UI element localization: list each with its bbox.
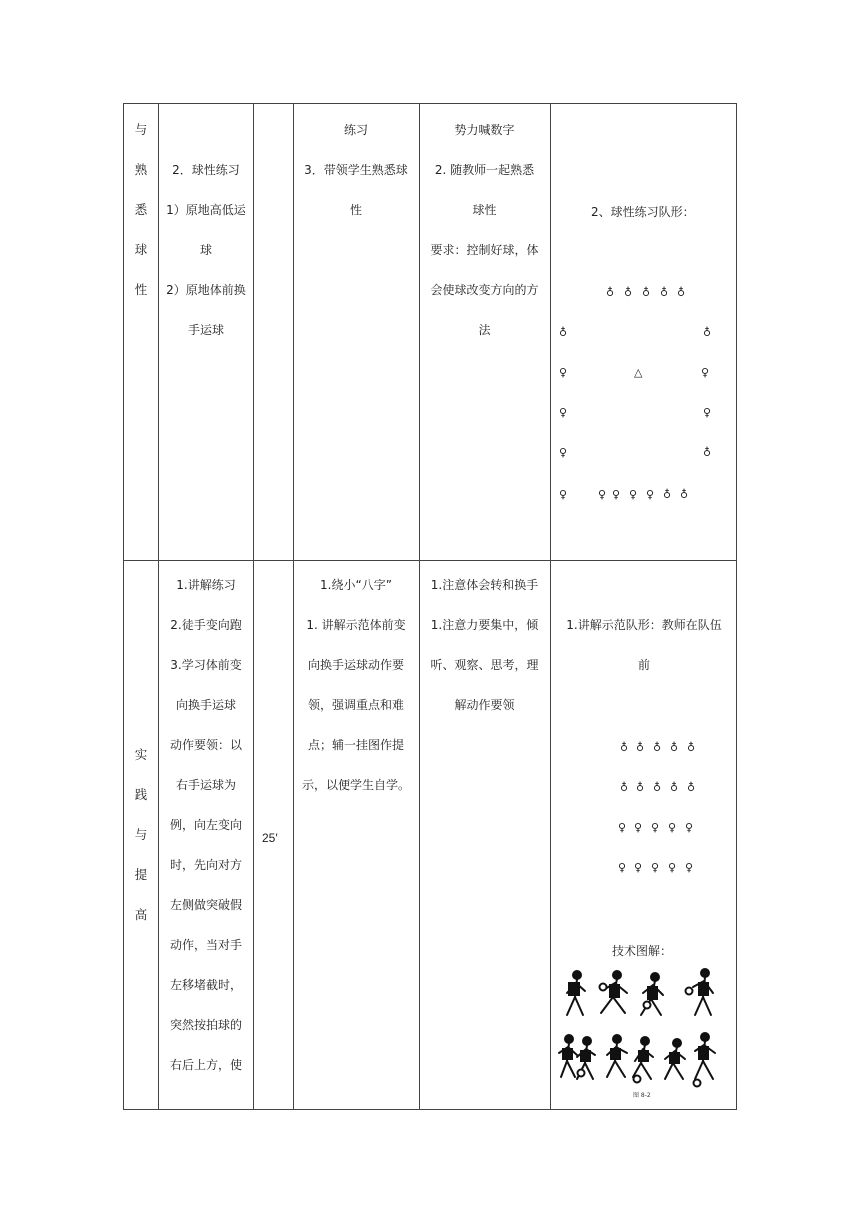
female-student-marker: ♀ [618,821,627,834]
male-student-marker: ♁ [687,781,696,794]
male-student-marker: ♁ [687,741,696,754]
player-figure [577,1037,595,1079]
female-student-marker: ♀ [668,821,677,834]
player-figure [694,1033,716,1087]
female-student-marker: ♀ [559,366,568,379]
row-divider [124,560,736,561]
phase-label-practice: 实 践 与 提 高 [134,747,148,922]
duration-label: 25′ [262,831,278,845]
student-activity-cell: 1.注意体会转和换手 1.注意力要集中，倾 听、观察、思考，理 解动作要领 [430,578,539,712]
male-student-marker: ♁ [636,781,645,794]
female-student-marker: ♀ [618,861,627,874]
female-student-marker: ♀ [685,821,694,834]
technique-diagram-title: 技术图解： [612,944,673,958]
male-student-marker: ♁ [653,781,662,794]
column-divider [253,104,254,1109]
player-figure [567,971,585,1015]
content-cell-ball-practice: 2．球性练习 1）原地高低运 球 2）原地体前换 手运球 [166,163,246,337]
teacher-marker: △ [634,366,643,379]
male-student-marker: ♁ [703,326,712,339]
female-student-marker: ♀ [651,861,660,874]
male-student-marker: ♁ [703,446,712,459]
player-figure [686,969,714,1015]
female-student-marker: ♀ [612,488,621,501]
female-student-marker: ♀ [634,821,643,834]
female-student-marker: ♀ [598,488,607,501]
technique-illustration [555,965,725,1100]
male-student-marker: ♁ [677,286,686,299]
male-student-marker: ♁ [642,286,651,299]
female-student-marker: ♀ [629,488,638,501]
male-student-marker: ♁ [670,781,679,794]
female-student-marker: ♀ [668,861,677,874]
female-student-marker: ♀ [685,861,694,874]
player-figure [559,1035,577,1077]
player-figure [633,1037,653,1083]
male-student-marker: ♁ [606,286,615,299]
male-student-marker: ♁ [624,286,633,299]
student-activity-cell: 势力喊数字 2. 随教师一起熟悉 球性 要求：控制好球，体 会使球改变方向的方 法 [430,123,539,337]
female-student-marker: ♀ [651,821,660,834]
male-student-marker: ♁ [660,286,669,299]
player-figure [641,973,663,1015]
female-student-marker: ♀ [646,488,655,501]
column-divider [158,104,159,1109]
male-student-marker: ♁ [680,488,689,501]
content-cell-dribble-technique: 1.讲解练习 2.徒手变向跑 3.学习体前变 向换手运球 动作要领：以 右手运球为 例，向左变向 时，先向对方 左侧做突破假 动作，当对手 左移堵截时， 突然按拍球的 右后上方，使 [169,578,242,1072]
female-student-marker: ♀ [703,406,712,419]
player-figure [607,1035,627,1077]
male-student-marker: ♁ [636,741,645,754]
player-figure [665,1039,685,1079]
organization-cell: 1.讲解示范队形：教师在队伍 前 [566,618,722,672]
formation-title: 2、球性练习队形： [591,205,695,219]
teacher-activity-cell: 练习 3．带领学生熟悉球 性 [304,123,408,217]
female-student-marker: ♀ [559,406,568,419]
male-student-marker: ♁ [620,741,629,754]
figure-caption: 图 8-2 [633,1092,651,1099]
male-student-marker: ♁ [663,488,672,501]
player-figure [600,971,628,1013]
male-student-marker: ♁ [620,781,629,794]
male-student-marker: ♁ [653,741,662,754]
female-student-marker: ♀ [634,861,643,874]
male-student-marker: ♁ [559,326,568,339]
phase-label-familiarize: 与 熟 悉 球 性 [134,122,148,297]
female-student-marker: ♀ [701,366,710,379]
female-student-marker: ♀ [559,446,568,459]
teacher-activity-cell: 1.绕小“八字” 1. 讲解示范体前变 向换手运球动作要 领，强调重点和难 点；辅一挂图作提 示，以便学生自学。 [301,578,410,792]
female-student-marker: ♀ [559,488,568,501]
male-student-marker: ♁ [670,741,679,754]
